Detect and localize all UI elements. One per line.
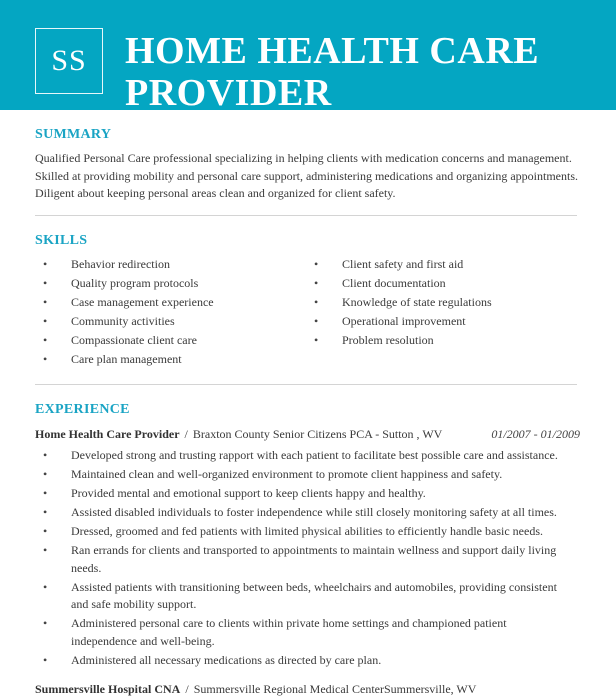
skill-item: • Care plan management xyxy=(35,350,295,369)
duty-item: • Maintained clean and well-organized environment to promote client happiness and safety. xyxy=(35,466,575,484)
job-separator: / xyxy=(184,427,188,441)
skills-list-right xyxy=(306,255,576,350)
job-title: Summersville Hospital CNA xyxy=(35,682,181,696)
skills-heading: SKILLS xyxy=(35,233,88,248)
duty-item: • Dressed, groomed and fed patients with limited physical abilities to efficiently handle basic needs. xyxy=(35,523,575,541)
resume-title: HOME HEALTH CARE PROVIDER xyxy=(125,30,540,114)
job-separator: / xyxy=(185,682,189,696)
summary-text: Qualified Personal Care professional specializing in helping clients with medication concerns and management. Skilled at providing mobility and personal care support, administering medications and organizing appointments. Diligent about keeping personal areas clean and organized for client safety. xyxy=(35,151,579,200)
duty-item: • Developed strong and trusting rapport with each patient to facilitate best possible care and assistance. xyxy=(35,447,575,465)
skill-item: • Compassionate client care xyxy=(35,331,295,350)
experience-heading: EXPERIENCE xyxy=(35,402,130,417)
skill-item: • Client safety and first aid xyxy=(306,255,576,274)
skill-item: • Client documentation xyxy=(306,274,576,293)
job-header xyxy=(35,681,580,697)
skill-item: • Quality program protocols xyxy=(35,274,295,293)
monogram-badge: SS xyxy=(35,28,103,94)
job-employer: Summersville Regional Medical CenterSummersville, WV xyxy=(193,682,477,696)
skill-item: • Behavior redirection xyxy=(35,255,295,274)
section-divider xyxy=(35,215,577,216)
duty-item: • Administered personal care to clients within private home settings and championed patient independence and well-being. xyxy=(35,615,575,650)
duty-item: • Ran errands for clients and transported to appointments to maintain wellness and support daily living needs. xyxy=(35,542,575,577)
job-header xyxy=(35,426,580,442)
skill-item: • Operational improvement xyxy=(306,312,576,331)
job-dates: 01/2007 - 01/2009 xyxy=(491,427,580,441)
section-divider xyxy=(35,384,577,385)
resume-header xyxy=(0,0,616,114)
summary-heading: SUMMARY xyxy=(35,127,112,142)
duty-item: • Provided mental and emotional support to keep clients happy and healthy. xyxy=(35,485,575,503)
duty-item: • Assisted patients with transitioning between beds, wheelchairs and automobiles, providing consistent and safe mobility support. xyxy=(35,579,575,614)
skill-item: • Case management experience xyxy=(35,293,295,312)
skills-list-left xyxy=(35,255,295,369)
job-title: Home Health Care Provider xyxy=(35,427,180,441)
skill-item: • Community activities xyxy=(35,312,295,331)
duty-item: • Assisted disabled individuals to foster independence while still closely monitoring safety at all times. xyxy=(35,504,575,522)
duty-item: • Administered all necessary medications as directed by care plan. xyxy=(35,652,575,670)
job-duties-list xyxy=(35,447,575,671)
job-employer: Braxton County Senior Citizens PCA - Sutton , WV xyxy=(192,427,443,441)
skill-item: • Problem resolution xyxy=(306,331,576,350)
skill-item: • Knowledge of state regulations xyxy=(306,293,576,312)
